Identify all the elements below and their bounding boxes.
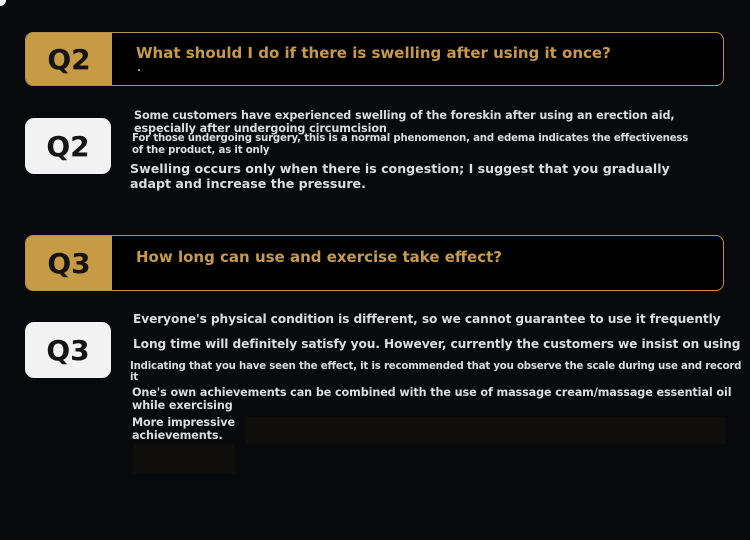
faq-q2-answer-line: of the product, as it only [132,145,270,156]
faq-q3-answer-line: it [130,372,138,383]
text-shadow-block [133,444,235,474]
faq-q3-answer-line: More impressive [132,416,235,429]
faq-q3-header[interactable] [25,235,724,291]
corner-mark [0,0,6,6]
faq-q2-question: What should I do if there is swelling after using it once? [136,44,611,62]
faq-q3-answer-line: while exercising [132,399,233,412]
faq-q3-answer-line: achievements. [132,429,223,442]
faq-q3-answer-line: Everyone's physical condition is different, so we cannot guarantee to use it frequently [133,312,721,326]
faq-q2-answer-line: adapt and increase the pressure. [130,176,366,191]
faq-q2-answer-line: Some customers have experienced swelling of the foreskin after using an erection aid, [134,109,675,122]
faq-q3-answer-line: One's own achievements can be combined with the use of massage cream/massage essential oil [132,386,732,399]
faq-q3-question: How long can use and exercise take effect? [136,248,502,266]
faq-q2-answer-line: For those undergoing surgery, this is a normal phenomenon, and edema indicates the effectiveness [132,133,689,144]
text-shadow-block [245,417,725,444]
faq-q2-answer-tag: Q2 [25,118,111,174]
faq-q2-tag: Q2 [26,33,112,85]
faq-q3-answer-line: Long time will definitely satisfy you. However, currently the customers we insist on using [133,337,741,351]
separator-dot [138,69,140,71]
faq-q2-header[interactable] [25,32,724,86]
faq-q2-answer-line: Swelling occurs only when there is congestion; I suggest that you gradually [130,161,670,176]
faq-q3-answer-tag: Q3 [25,322,111,378]
faq-q2-answer-line: especially after undergoing circumcision [134,122,387,135]
faq-q3-answer-line: Indicating that you have seen the effect, it is recommended that you observe the scale during use and record [130,361,742,372]
faq-q3-tag: Q3 [26,236,112,290]
